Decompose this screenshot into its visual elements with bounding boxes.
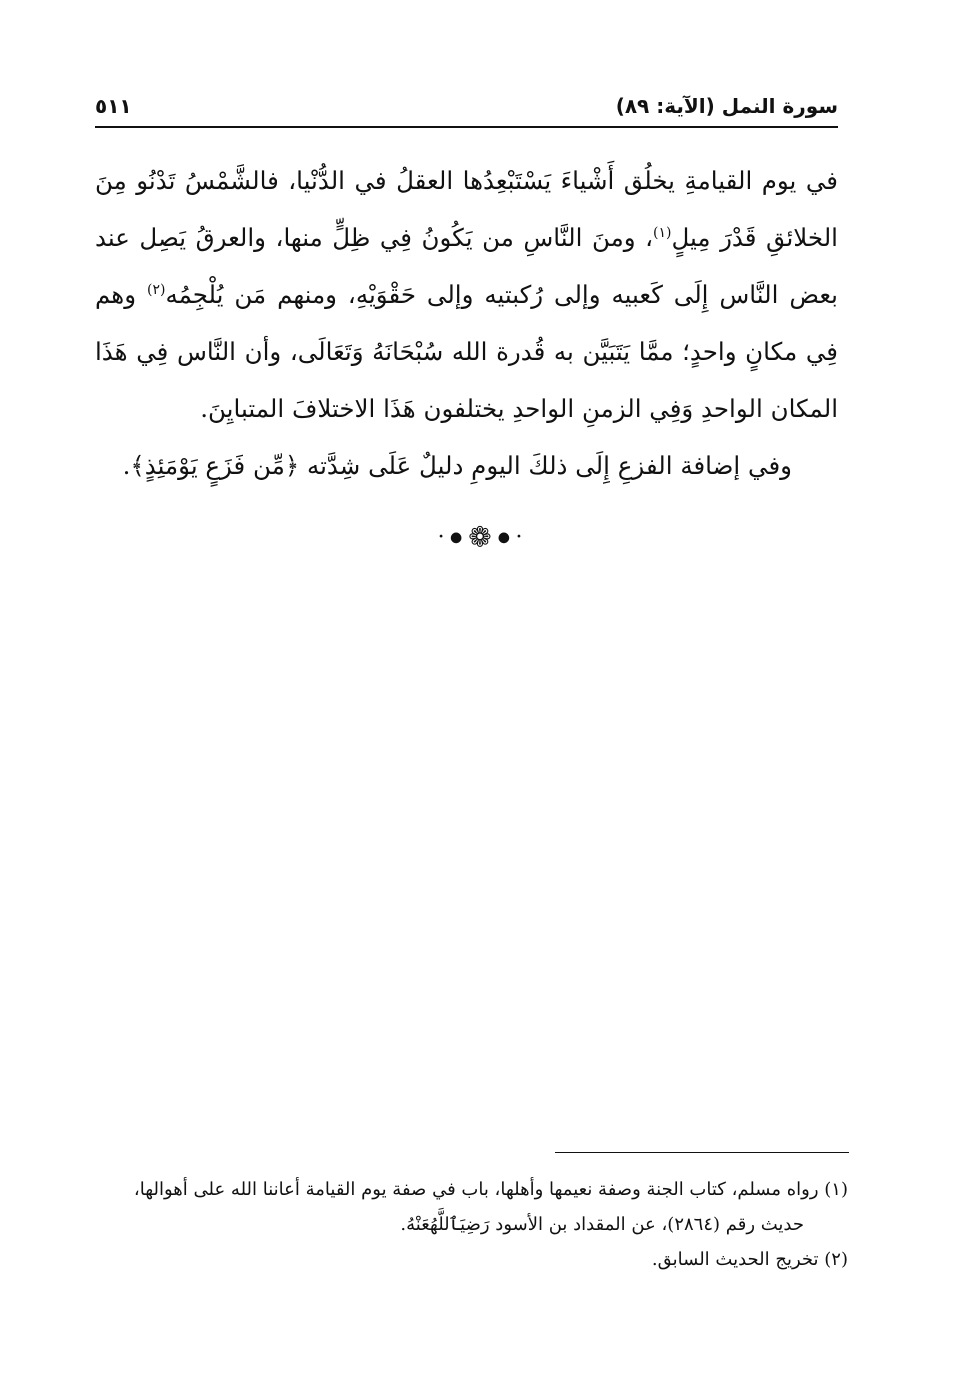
footnote-1-line-2: حديث رقم (٢٨٦٤)، عن المقداد بن الأسود رَضِيَٱللَّهُعَنْهُ.: [400, 1214, 804, 1235]
footnote-1-line-1: (١) رواه مسلم، كتاب الجنة وصفة نعيمها وأهلها، باب في صفة يوم القيامة أعاننا الله على أهوالها،: [133, 1179, 848, 1200]
small-dot-icon: •: [438, 531, 451, 543]
footnotes: [95, 1172, 848, 1277]
flower-ornament-icon: ❁: [468, 520, 498, 554]
main-text: [95, 152, 838, 494]
bullet-icon: ●: [450, 529, 469, 546]
paragraph-1-part-3: وهم فِي مكانٍ واحدٍ؛ ممَّا يَتَبَيَّن به قُدرة الله سُبْحَانَهُ وَتَعَالَى، وأن النَّاس فِي هَذَا المكان الواحدِ وَفِي الزمنِ الواحدِ يختلفون هَذَا الاختلافَ المتبايِنَ.: [95, 280, 838, 423]
paragraph-1-part-1: في يوم القيامةِ يخلُق أَشْياءَ يَسْتَبْعِدُها العقلُ في الدُّنْيا، فالشَّمْسُ تَدْنُو مِنَ الخلائقِ قَدْرَ مِيلٍ: [95, 166, 838, 252]
paragraph-1-part-2: ، ومنَ النَّاسِ من يَكُونُ فِي ظِلٍّ منها، والعرقُ يَصِل عند بعض النَّاس إِلَى كَعبيه وإلى رُكبتيه وإلى حَقْوَيْهِ، ومنهم مَن يُلْجِمُه: [95, 223, 838, 309]
footnote-2: (٢) تخريج الحديث السابق.: [651, 1249, 848, 1270]
paragraph-2: وفي إضافة الفزعِ إِلَى ذلكَ اليومِ دليلٌ عَلَى شِدَّته ﴿مِّن فَزَعٍ يَوْمَئِذٍ﴾.: [122, 451, 792, 480]
running-title: سورة النمل (الآية: ٨٩): [615, 94, 838, 118]
section-divider-ornament: [0, 518, 966, 556]
page-header: [95, 92, 838, 128]
footnote-ref-1: (١): [653, 224, 672, 241]
footnote-separator: [555, 1152, 849, 1153]
page-number: ٥١١: [95, 94, 132, 118]
bullet-icon: ●: [497, 529, 516, 546]
footnote-ref-2: (٢): [146, 281, 166, 298]
paragraph-1: [95, 152, 838, 437]
small-dot-icon: •: [515, 531, 528, 543]
